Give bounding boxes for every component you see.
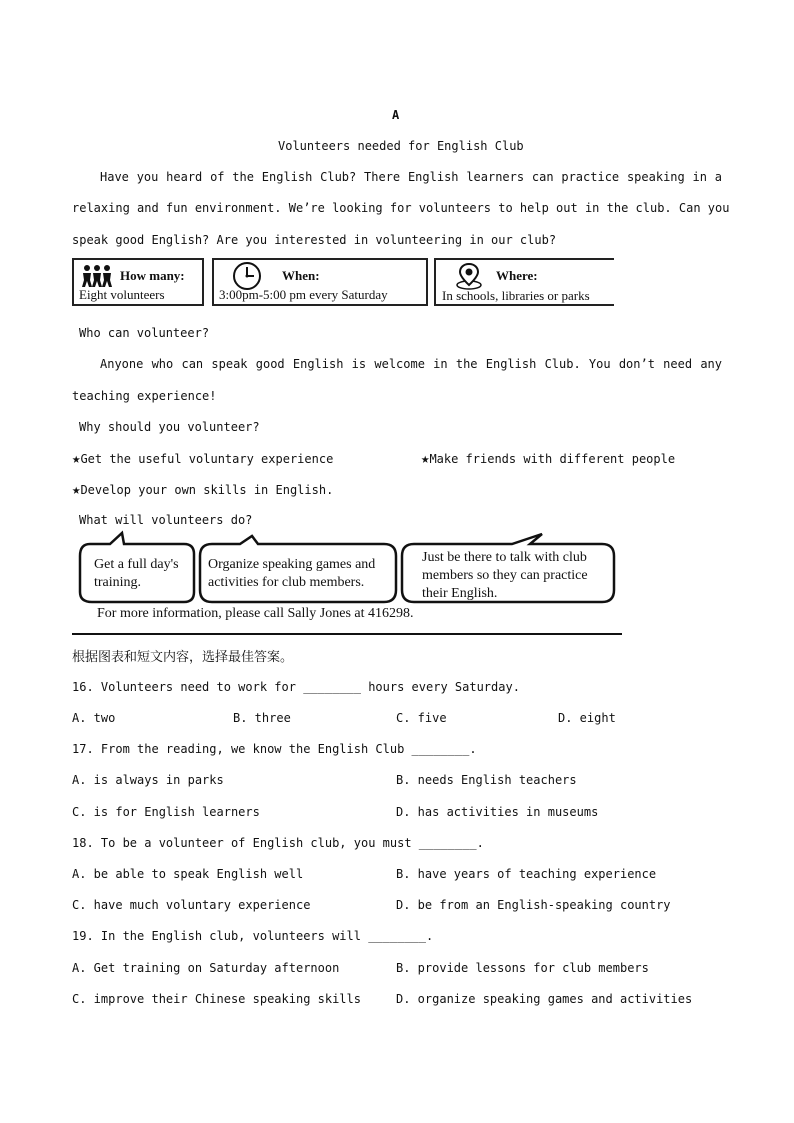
bubble-2-line-2: activities for club members. <box>208 575 365 590</box>
why-item-3 <box>72 482 333 498</box>
question-16-option-c[interactable]: C. five <box>396 711 447 725</box>
contact-info: For more information, please call Sally Jones at 416298. <box>97 606 414 621</box>
star-icon: ★ <box>72 482 81 498</box>
info-value-when: 3:00pm-5:00 pm every Saturday <box>219 287 388 302</box>
bubble-3-line-1: Just be there to talk with club <box>422 550 587 565</box>
who-heading: Who can volunteer? <box>79 326 210 340</box>
who-line-2: teaching experience! <box>72 389 217 403</box>
info-box-how-many <box>72 258 204 306</box>
why-item-text: Develop your own skills in English. <box>80 483 334 497</box>
question-17-option-d[interactable]: D. has activities in museums <box>396 805 599 819</box>
question-18-option-c[interactable]: C. have much voluntary experience <box>72 898 311 912</box>
question-16-option-b[interactable]: B. three <box>233 711 291 725</box>
location-pin-icon <box>454 262 484 290</box>
question-17-option-b[interactable]: B. needs English teachers <box>396 773 577 787</box>
star-icon: ★ <box>72 451 81 467</box>
info-value-where: In schools, libraries or parks <box>442 288 590 303</box>
question-16-option-a[interactable]: A. two <box>72 711 116 725</box>
star-icon: ★ <box>421 451 430 467</box>
section-letter: A <box>392 108 400 122</box>
intro-line-1: Have you heard of the English Club? There English learners can practice speaking in a <box>100 170 722 184</box>
question-19-option-a[interactable]: A. Get training on Saturday afternoon <box>72 961 340 975</box>
question-18-option-d[interactable]: D. be from an English-speaking country <box>396 898 671 912</box>
info-label-where: Where: <box>496 268 538 283</box>
why-heading: Why should you volunteer? <box>79 420 260 434</box>
question-18-option-a[interactable]: A. be able to speak English well <box>72 867 304 881</box>
question-18-stem: 18. To be a volunteer of English club, you must ________. <box>72 836 484 850</box>
info-box-when <box>212 258 428 306</box>
info-label-when: When: <box>282 268 320 283</box>
bubble-2-text <box>208 556 375 592</box>
people-icon <box>80 264 114 288</box>
why-item-2 <box>421 451 675 467</box>
why-item-text: Get the useful voluntary experience <box>80 452 334 466</box>
info-label-how-many: How many: <box>120 268 185 283</box>
why-item-text: Make friends with different people <box>429 452 676 466</box>
bubble-1-line-1: Get a full day's <box>94 557 179 572</box>
question-19-option-b[interactable]: B. provide lessons for club members <box>396 961 649 975</box>
question-17-option-c[interactable]: C. is for English learners <box>72 805 260 819</box>
question-17-option-a[interactable]: A. is always in parks <box>72 773 224 787</box>
bubble-1-line-2: training. <box>94 575 142 590</box>
question-18-option-b[interactable]: B. have years of teaching experience <box>396 867 657 881</box>
intro-line-2: relaxing and fun environment. We’re looking for volunteers to help out in the club. Can you <box>72 201 730 215</box>
question-19-option-c[interactable]: C. improve their Chinese speaking skills <box>72 992 361 1006</box>
bubble-3-line-3: their English. <box>422 586 498 601</box>
info-value-how-many: Eight volunteers <box>79 287 165 302</box>
passage-title: Volunteers needed for English Club <box>278 139 524 153</box>
bubble-3-text <box>422 549 588 603</box>
bubble-2-line-1: Organize speaking games and <box>208 557 376 572</box>
what-heading: What will volunteers do? <box>79 513 253 527</box>
info-box-where <box>434 258 614 306</box>
question-19-option-d[interactable]: D. organize speaking games and activities <box>396 992 693 1006</box>
question-16-option-d[interactable]: D. eight <box>558 711 616 725</box>
bubble-3-line-2: members so they can practice <box>422 568 588 583</box>
question-19-stem: 19. In the English club, volunteers will ________. <box>72 929 434 943</box>
bubble-1-text <box>94 556 179 592</box>
who-line-1: Anyone who can speak good English is welcome in the English Club. You don’t need any <box>100 357 722 371</box>
instruction: 根据图表和短文内容，选择最佳答案。 <box>72 650 294 665</box>
why-item-1 <box>72 451 333 467</box>
question-17-stem: 17. From the reading, we know the English Club ________. <box>72 742 477 756</box>
question-16-stem: 16. Volunteers need to work for ________ hours every Saturday. <box>72 680 520 694</box>
intro-line-3: speak good English? Are you interested in volunteering in our club? <box>72 233 557 247</box>
